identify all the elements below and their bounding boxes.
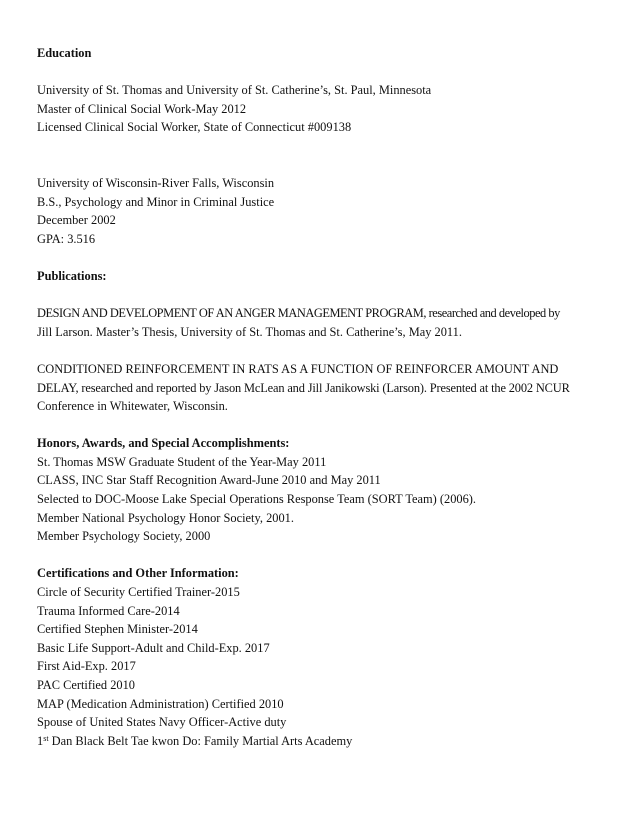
certification-item: Circle of Security Certified Trainer-2015	[37, 585, 240, 600]
ordinal-number: 1	[37, 733, 44, 748]
publication-line: CONDITIONED REINFORCEMENT IN RATS AS A FUNCTION OF REINFORCER AMOUNT AND	[37, 361, 559, 376]
education-st-thomas	[37, 81, 607, 137]
honor-item: CLASS, INC Star Staff Recognition Award-June 2010 and May 2011	[37, 473, 381, 488]
certification-item: MAP (Medication Administration) Certified 2010	[37, 696, 284, 711]
certification-item: Basic Life Support-Adult and Child-Exp. 2017	[37, 640, 270, 655]
wisconsin-gpa: GPA: 3.516	[37, 231, 96, 246]
resume-page	[37, 44, 607, 750]
honor-item: Selected to DOC-Moose Lake Special Operations Response Team (SORT Team) (2006).	[37, 492, 477, 507]
publication-line: DESIGN AND DEVELOPMENT OF AN ANGER MANAGEMENT PROGRAM, researched and developed by	[37, 306, 560, 321]
certification-item-black-belt	[37, 732, 607, 751]
certification-item: Spouse of United States Navy Officer-Active duty	[37, 715, 287, 730]
honor-item: St. Thomas MSW Graduate Student of the Year-May 2011	[37, 454, 327, 469]
publication-line: Conference in Whitewater, Wisconsin.	[37, 399, 228, 414]
honor-item: Member Psychology Society, 2000	[37, 529, 211, 544]
education-heading: Education	[37, 46, 92, 60]
certification-item: Certified Stephen Minister-2014	[37, 622, 198, 637]
honor-item: Member National Psychology Honor Society, 2001.	[37, 510, 294, 525]
wisconsin-date: December 2002	[37, 213, 116, 228]
publication-item	[37, 304, 607, 341]
honors-list	[37, 453, 607, 546]
ordinal-suffix: st	[43, 733, 49, 743]
publication-item	[37, 360, 607, 416]
wisconsin-school: University of Wisconsin-River Falls, Wisconsin	[37, 175, 275, 190]
certification-item: First Aid-Exp. 2017	[37, 659, 136, 674]
certification-item: Trauma Informed Care-2014	[37, 603, 180, 618]
publications-heading: Publications:	[37, 268, 107, 283]
publication-line: DELAY, researched and reported by Jason McLean and Jill Janikowski (Larson). Presented at the 2002 NCUR	[37, 380, 570, 395]
education-wisconsin	[37, 174, 607, 248]
st-thomas-degree: Master of Clinical Social Work-May 2012	[37, 101, 247, 116]
wisconsin-degree: B.S., Psychology and Minor in Criminal Justice	[37, 194, 275, 209]
st-thomas-school: University of St. Thomas and University of St. Catherine’s, St. Paul, Minnesota	[37, 83, 432, 98]
certifications-heading: Certifications and Other Information:	[37, 566, 239, 581]
certification-item: PAC Certified 2010	[37, 678, 135, 692]
certifications-list	[37, 583, 607, 750]
st-thomas-license: Licensed Clinical Social Worker, State of Connecticut #009138	[37, 120, 352, 135]
publication-line: Jill Larson. Master’s Thesis, University of St. Thomas and St. Catherine’s, May 2011.	[37, 324, 462, 339]
honors-heading: Honors, Awards, and Special Accomplishments:	[37, 436, 290, 451]
black-belt-text: Dan Black Belt Tae kwon Do: Family Martial Arts Academy	[48, 733, 353, 748]
